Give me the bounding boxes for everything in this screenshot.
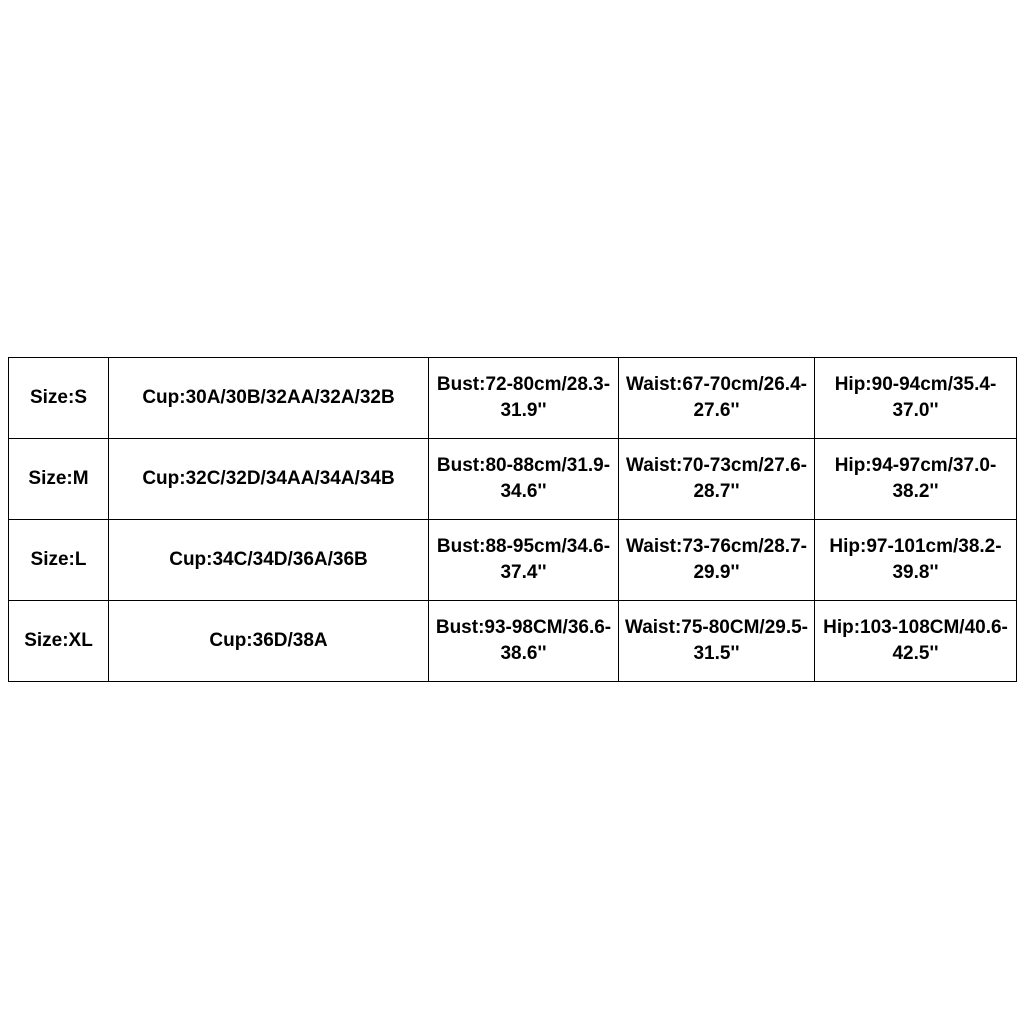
waist-cell: Waist:75-80CM/29.5-31.5'' [619,601,815,682]
size-chart-container [8,357,1016,682]
hip-cell: Hip:97-101cm/38.2-39.8'' [815,520,1017,601]
table-row [9,439,1017,520]
table-row [9,601,1017,682]
hip-cell: Hip:94-97cm/37.0-38.2'' [815,439,1017,520]
size-cell: Size:XL [9,601,109,682]
waist-cell: Waist:70-73cm/27.6-28.7'' [619,439,815,520]
hip-cell: Hip:103-108CM/40.6-42.5'' [815,601,1017,682]
size-cell: Size:M [9,439,109,520]
cup-cell: Cup:30A/30B/32AA/32A/32B [109,358,429,439]
cup-cell: Cup:34C/34D/36A/36B [109,520,429,601]
size-chart-body [9,358,1017,682]
table-row [9,358,1017,439]
table-row [9,520,1017,601]
cup-cell: Cup:32C/32D/34AA/34A/34B [109,439,429,520]
cup-cell: Cup:36D/38A [109,601,429,682]
waist-cell: Waist:73-76cm/28.7-29.9'' [619,520,815,601]
bust-cell: Bust:80-88cm/31.9-34.6'' [429,439,619,520]
bust-cell: Bust:72-80cm/28.3-31.9'' [429,358,619,439]
hip-cell: Hip:90-94cm/35.4-37.0'' [815,358,1017,439]
waist-cell: Waist:67-70cm/26.4-27.6'' [619,358,815,439]
bust-cell: Bust:93-98CM/36.6-38.6'' [429,601,619,682]
size-chart-table [8,357,1017,682]
size-cell: Size:S [9,358,109,439]
bust-cell: Bust:88-95cm/34.6-37.4'' [429,520,619,601]
size-cell: Size:L [9,520,109,601]
